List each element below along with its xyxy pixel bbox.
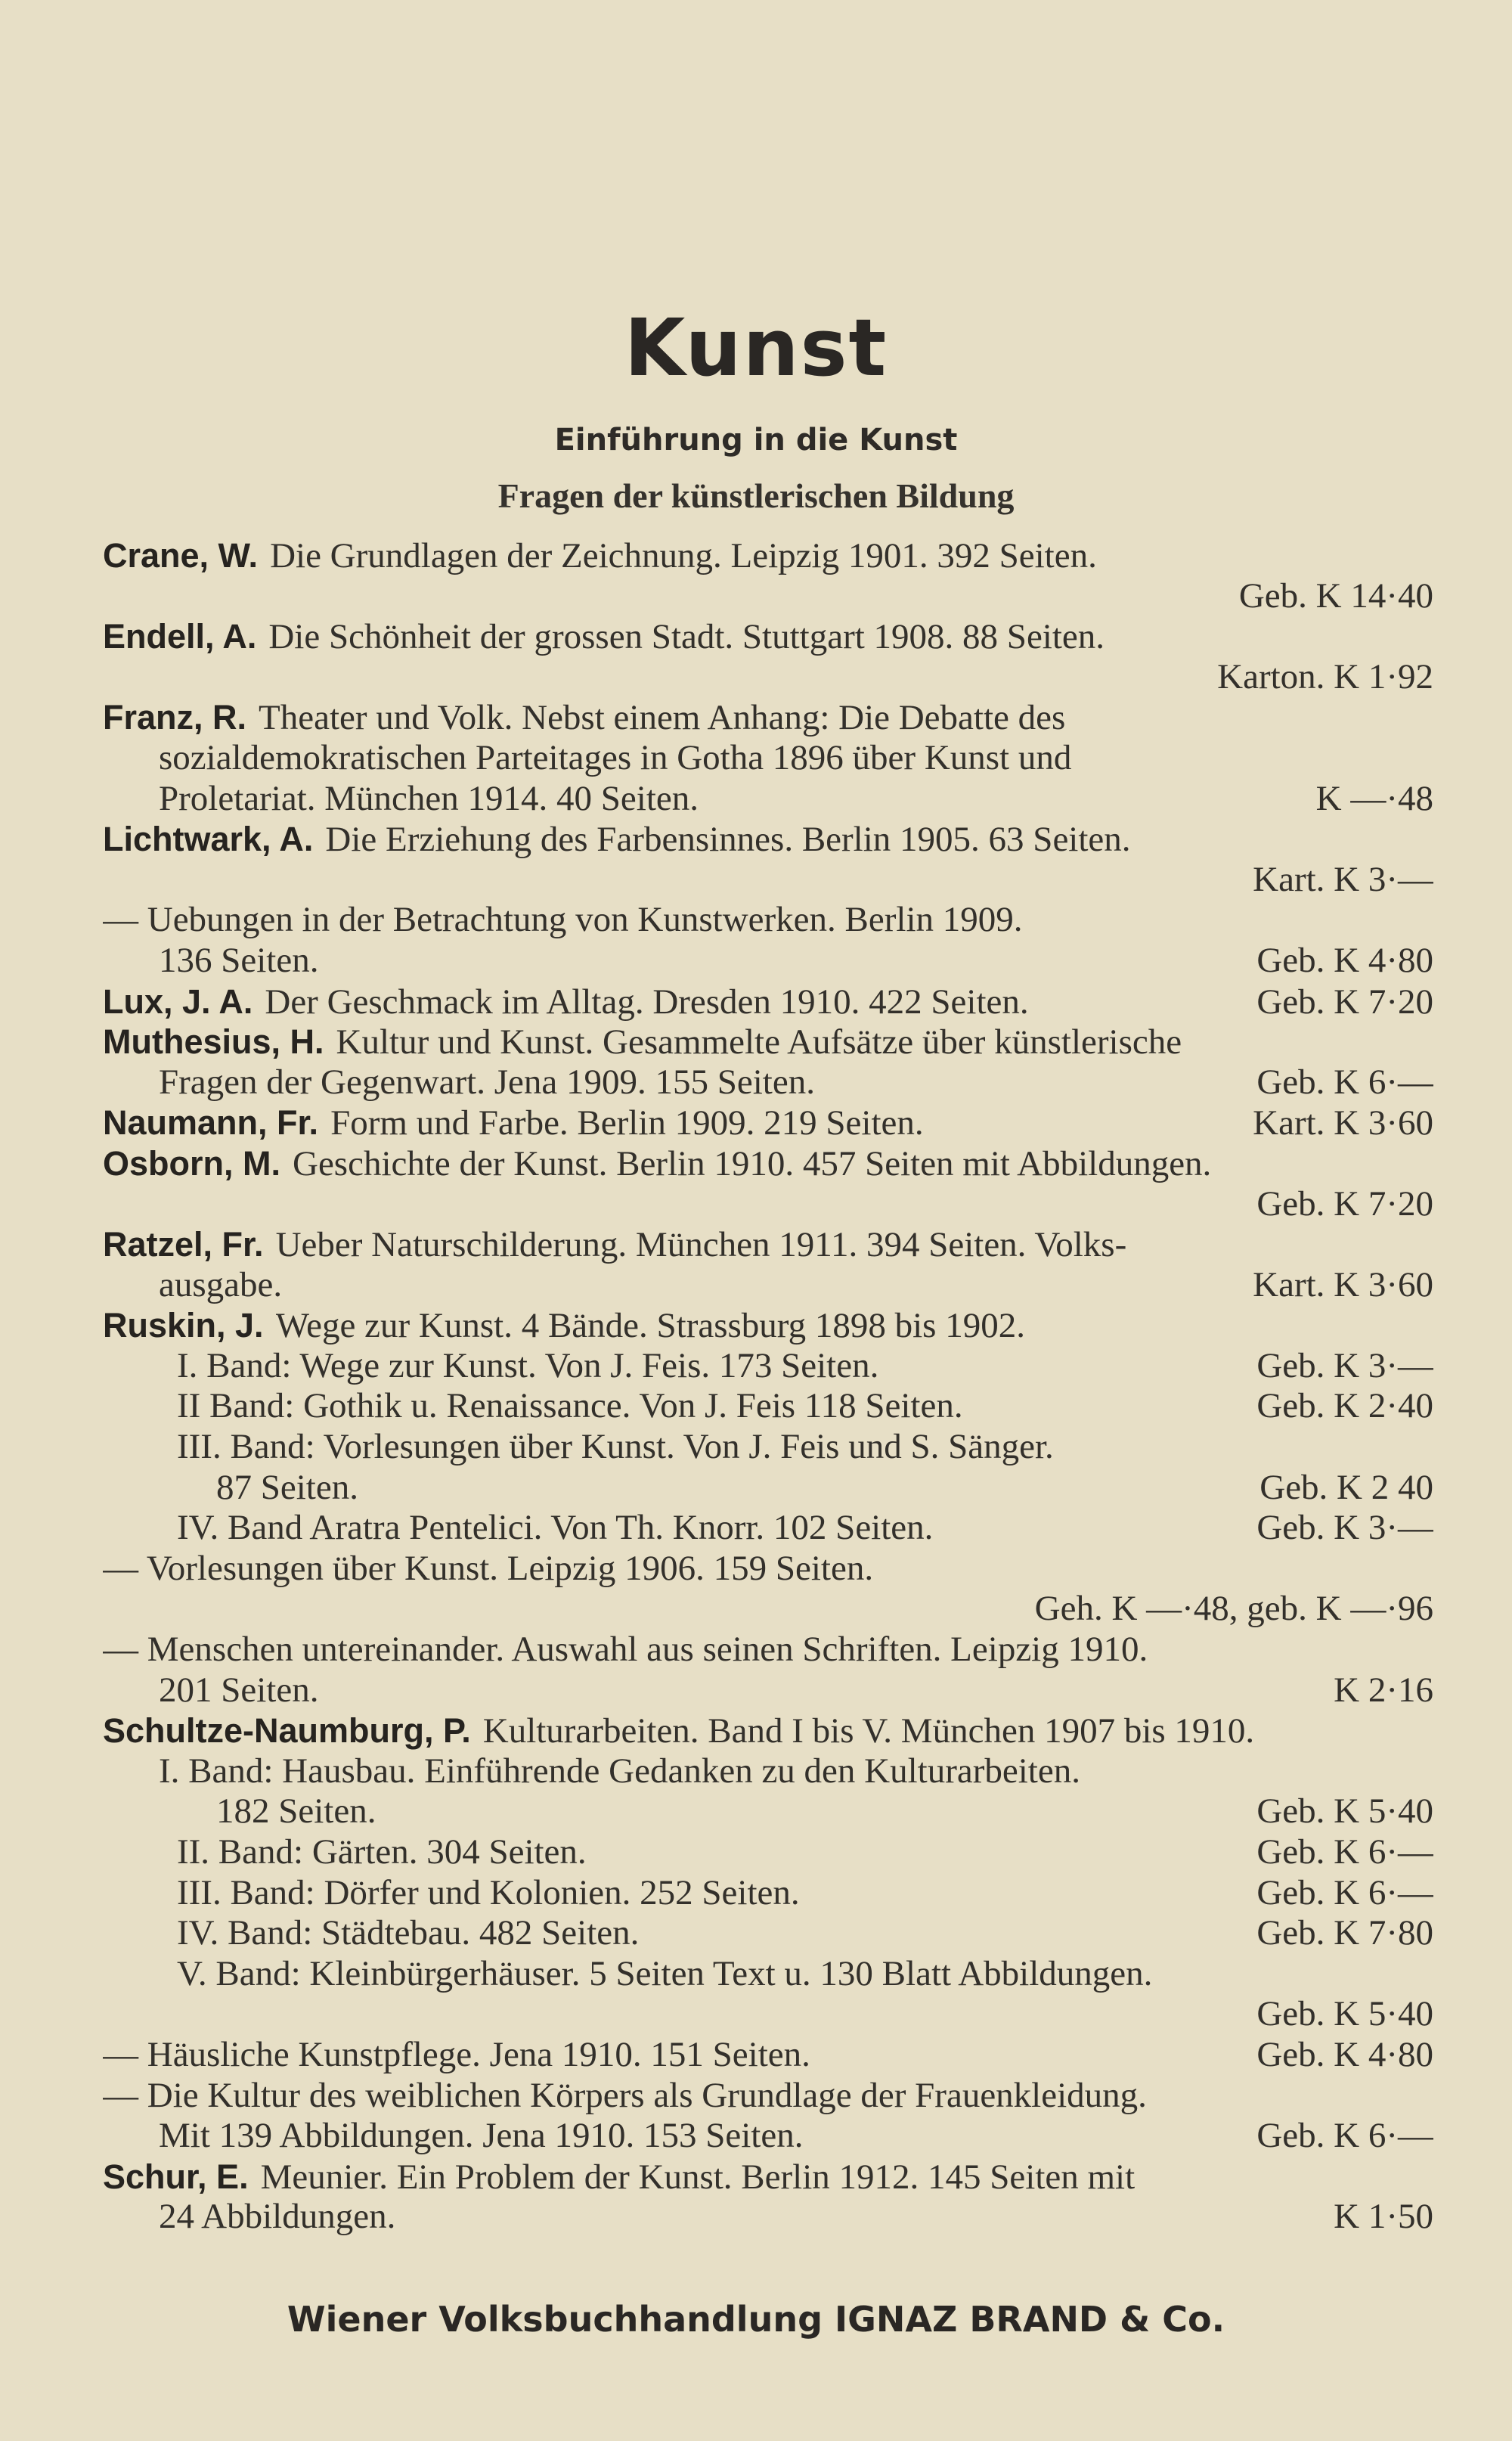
entry-line <box>103 2197 1433 2238</box>
entry-text: ausgabe. <box>159 1264 283 1304</box>
entry-text: Meunier. Ein Problem der Kunst. Berlin 1912. 145 Seiten mit <box>260 2157 1136 2197</box>
entry-line <box>103 1468 1433 1509</box>
entry-list <box>103 535 1433 2238</box>
entry-line <box>103 738 1433 779</box>
entry-price: Geb. K 2 40 <box>1259 1467 1433 1507</box>
entry-line <box>103 697 1433 738</box>
entry-text: Kulturarbeiten. Band I bis V. München 1907 bis 1910. <box>482 1711 1255 1751</box>
entry-author: Crane, W. <box>103 536 259 575</box>
entry-line <box>103 1751 1433 1792</box>
entry-line <box>103 1994 1433 2035</box>
entry-line <box>103 1589 1433 1630</box>
entry-text: Die Schönheit der grossen Stadt. Stuttgart 1908. 88 Seiten. <box>268 617 1105 657</box>
entry-author: Schur, E. <box>103 2157 249 2196</box>
entry-line <box>103 1913 1433 1954</box>
section-subsubtitle: Fragen der künstlerischen Bildung <box>497 476 1015 515</box>
entry-text: Karton. K 1·92 <box>1217 656 1433 696</box>
entry-line <box>103 535 1433 576</box>
entry-line <box>103 1630 1433 1670</box>
entry-price: Geb. K 3·— <box>1256 1508 1433 1548</box>
entry-line <box>103 1224 1433 1265</box>
entry-line <box>103 1103 1433 1143</box>
entry-price: Geb. K 6·— <box>1256 1872 1433 1912</box>
entry-line <box>103 900 1433 941</box>
entry-text: Theater und Volk. Nebst einem Anhang: Die Debatte des <box>259 698 1066 738</box>
entry-line <box>103 616 1433 657</box>
entry-text: Proletariat. München 1914. 40 Seiten. <box>159 778 699 818</box>
entry-line <box>103 1184 1433 1225</box>
entry-text: 136 Seiten. <box>159 940 319 980</box>
entry-line <box>103 1062 1433 1103</box>
entry-line <box>103 1022 1433 1062</box>
entry-author: Naumann, Fr. <box>103 1103 319 1143</box>
entry-text: Mit 139 Abbildungen. Jena 1910. 153 Seiten. <box>159 2116 804 2156</box>
entry-author: Lux, J. A. <box>103 982 253 1021</box>
entry-price: Geb. K 4·80 <box>1256 940 1433 980</box>
entry-text: V. Band: Kleinbürgerhäuser. 5 Seiten Text u. 130 Blatt Abbildungen. <box>177 1953 1153 1993</box>
entry-text: II Band: Gothik u. Renaissance. Von J. Feis 118 Seiten. <box>177 1386 963 1426</box>
entry-line <box>103 941 1433 982</box>
entry-author: Ratzel, Fr. <box>103 1225 264 1264</box>
entry-text: 182 Seiten. <box>216 1791 376 1832</box>
entry-author: Endell, A. <box>103 617 257 656</box>
entry-text: sozialdemokratischen Parteitages in Gotha 1896 über Kunst und <box>159 737 1072 777</box>
entry-text: — Vorlesungen über Kunst. Leipzig 1906. 159 Seiten. <box>103 1548 874 1588</box>
entry-line <box>103 1427 1433 1468</box>
section-subtitle: Einführung in die Kunst <box>554 423 958 457</box>
entry-price: Geb. K 6·— <box>1256 1062 1433 1102</box>
entry-text: II. Band: Gärten. 304 Seiten. <box>177 1832 587 1872</box>
entry-line <box>103 1832 1433 1873</box>
entry-author: Schultze-Naumburg, P. <box>103 1711 471 1751</box>
entry-price: Kart. K 3·60 <box>1253 1264 1433 1304</box>
entry-text: Fragen der Gegenwart. Jena 1909. 155 Seiten. <box>159 1062 815 1102</box>
entry-text: III. Band: Vorlesungen über Kunst. Von J. Feis und S. Sänger. <box>177 1427 1054 1467</box>
entry-text: Geb. K 14·40 <box>1238 575 1433 616</box>
entry-line <box>103 1143 1433 1184</box>
entry-price: Geb. K 7·80 <box>1256 1913 1433 1953</box>
entry-author: Muthesius, H. <box>103 1022 324 1062</box>
entry-line <box>103 1549 1433 1590</box>
entry-text: Wege zur Kunst. 4 Bände. Strassburg 1898 bis 1902. <box>275 1306 1025 1346</box>
entry-text: Der Geschmack im Alltag. Dresden 1910. 422 Seiten. <box>265 982 1029 1022</box>
entry-line <box>103 982 1433 1022</box>
entry-line <box>103 1386 1433 1427</box>
entry-line <box>103 576 1433 617</box>
entry-text: Form und Farbe. Berlin 1909. 219 Seiten. <box>330 1103 924 1143</box>
entry-line <box>103 1265 1433 1306</box>
entry-author: Ruskin, J. <box>103 1306 264 1345</box>
entry-line <box>103 1305 1433 1346</box>
entry-text: Kart. K 3·— <box>1253 859 1433 899</box>
entry-author: Lichtwark, A. <box>103 820 314 859</box>
entry-line <box>103 1346 1433 1387</box>
entry-line <box>103 1670 1433 1711</box>
entry-text: IV. Band Aratra Pentelici. Von Th. Knorr. 102 Seiten. <box>177 1508 934 1548</box>
entry-text: IV. Band: Städtebau. 482 Seiten. <box>177 1913 640 1953</box>
entry-price: Kart. K 3·60 <box>1253 1103 1433 1143</box>
entry-text: Die Erziehung des Farbensinnes. Berlin 1905. 63 Seiten. <box>325 820 1131 860</box>
entry-line <box>103 1791 1433 1832</box>
entry-price: Geb. K 7·20 <box>1256 982 1433 1022</box>
entry-line <box>103 1954 1433 1995</box>
page-title: Kunst <box>624 302 888 394</box>
entry-text: — Die Kultur des weiblichen Körpers als Grundlage der Frauenkleidung. <box>103 2075 1147 2115</box>
entry-text: 24 Abbildungen. <box>159 2197 396 2237</box>
entry-text: III. Band: Dörfer und Kolonien. 252 Seiten. <box>177 1872 800 1912</box>
entry-line <box>103 1711 1433 1751</box>
entry-text: — Uebungen in der Betrachtung von Kunstwerken. Berlin 1909. <box>103 900 1023 940</box>
entry-line <box>103 657 1433 698</box>
entry-text: Die Grundlagen der Zeichnung. Leipzig 1901. 392 Seiten. <box>270 536 1097 575</box>
entry-line <box>103 1508 1433 1549</box>
entry-text: 201 Seiten. <box>159 1670 319 1710</box>
entry-text: Kultur und Kunst. Gesammelte Aufsätze über künstlerische <box>336 1022 1182 1062</box>
entry-price: Geb. K 4·80 <box>1256 2034 1433 2074</box>
entry-price: Geb. K 6·— <box>1256 1832 1433 1872</box>
entry-price: K —·48 <box>1315 778 1433 818</box>
entry-text: I. Band: Hausbau. Einführende Gedanken zu den Kulturarbeiten. <box>159 1751 1080 1791</box>
entry-text: I. Band: Wege zur Kunst. Von J. Feis. 173 Seiten. <box>177 1345 879 1385</box>
entry-line <box>103 2035 1433 2076</box>
entry-text: — Häusliche Kunstpflege. Jena 1910. 151 Seiten. <box>103 2034 810 2074</box>
entry-author: Franz, R. <box>103 698 247 737</box>
entry-text: Geschichte der Kunst. Berlin 1910. 457 Seiten mit Abbildungen. <box>293 1143 1212 1183</box>
entry-line <box>103 779 1433 820</box>
entry-line <box>103 860 1433 901</box>
entry-line <box>103 1873 1433 1914</box>
header <box>0 302 1512 520</box>
entry-text: Geb. K 7·20 <box>1256 1183 1433 1224</box>
entry-text: Geh. K —·48, geb. K —·96 <box>1034 1589 1433 1629</box>
entry-line <box>103 2116 1433 2157</box>
entry-price: K 1·50 <box>1334 2197 1433 2237</box>
publisher-footer: Wiener Volksbuchhandlung IGNAZ BRAND & Co. <box>287 2299 1225 2340</box>
entry-author: Osborn, M. <box>103 1143 280 1183</box>
entry-price: K 2·16 <box>1334 1670 1433 1710</box>
entry-text: Ueber Naturschilderung. München 1911. 394 Seiten. Volks- <box>275 1225 1127 1265</box>
entry-price: Geb. K 5·40 <box>1256 1791 1433 1832</box>
entry-price: Geb. K 6·— <box>1256 2116 1433 2156</box>
entry-price: Geb. K 3·— <box>1256 1345 1433 1385</box>
entry-line <box>103 2157 1433 2198</box>
entry-text: 87 Seiten. <box>216 1467 358 1507</box>
entry-line <box>103 2076 1433 2117</box>
entry-text: Geb. K 5·40 <box>1256 1994 1433 2034</box>
entry-line <box>103 819 1433 860</box>
entry-text: — Menschen untereinander. Auswahl aus seinen Schriften. Leipzig 1910. <box>103 1630 1148 1670</box>
entry-price: Geb. K 2·40 <box>1256 1386 1433 1426</box>
